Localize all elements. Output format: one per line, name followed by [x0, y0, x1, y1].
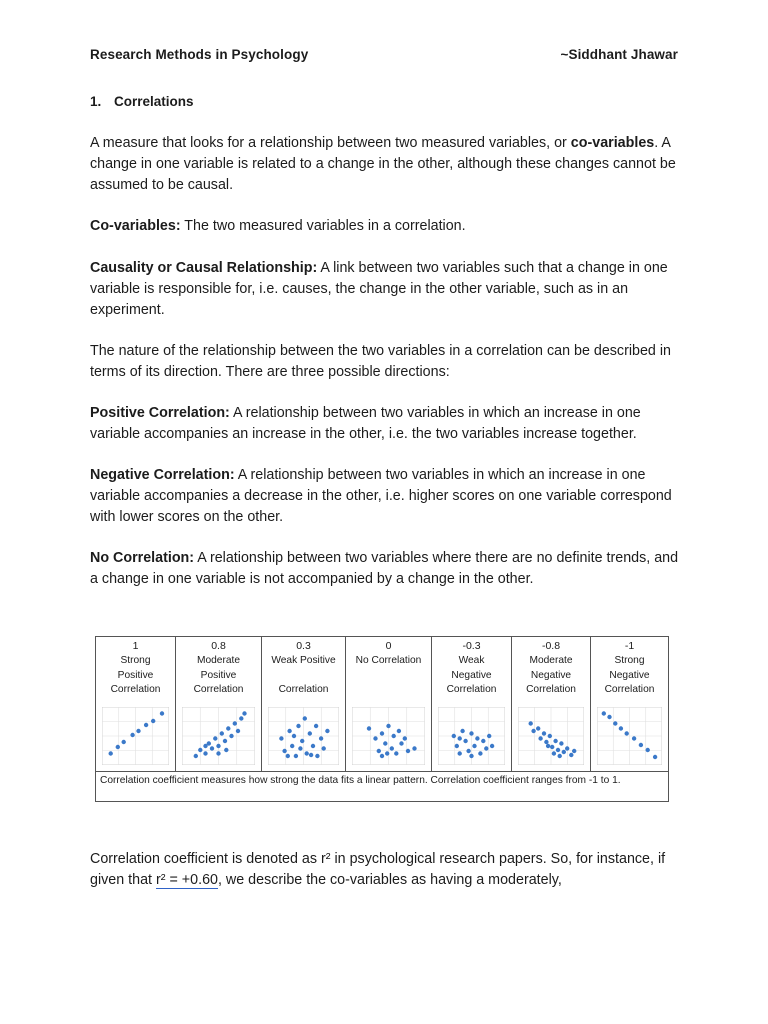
term-label: No Correlation: — [90, 550, 195, 566]
scatter-plot — [352, 707, 425, 765]
term-definition: A relationship between two variables in which an increase in one variable accompanies a decrease in the other, i.e. higher scores on one variable correspond with lower scores on the other. — [90, 467, 672, 525]
section-title: Correlations — [114, 94, 194, 109]
term-label: Causality or Causal Relationship: — [90, 260, 318, 276]
scatter-point — [538, 736, 542, 740]
scatter-point — [553, 739, 557, 743]
scatter-point — [625, 731, 629, 735]
scatter-point — [319, 736, 323, 740]
scatter-point — [452, 734, 456, 738]
scatter-point — [377, 749, 381, 753]
scatter-point — [385, 751, 389, 755]
scatter-plot — [182, 707, 255, 765]
scatter-point — [646, 748, 650, 752]
scatter-point — [380, 731, 384, 735]
scatter-point — [386, 724, 390, 728]
paragraph-co-variables — [90, 216, 680, 237]
scatter-point — [546, 744, 550, 748]
scatter-point — [203, 751, 207, 755]
section-number: 1. — [90, 94, 102, 109]
scatter-point — [367, 726, 371, 730]
scatter-point — [373, 736, 377, 740]
scatter-point — [216, 751, 220, 755]
scatter-point — [194, 754, 198, 758]
term-definition: The two measured variables in a correlation. — [180, 218, 466, 234]
coefficient-label: -0.8 — [541, 640, 561, 652]
scatter-point — [406, 749, 410, 753]
coefficient-expression: r² = +0.60 — [155, 871, 218, 888]
scatter-point — [469, 754, 473, 758]
panel-strong-negative — [591, 637, 668, 771]
scatter-point — [639, 743, 643, 747]
scatter-point — [552, 751, 556, 755]
scatter-point — [213, 736, 217, 740]
term-co-variables: co-variables — [570, 135, 655, 151]
term-definition: A relationship between two variables where there are no definite trends, and a change in one variable is not accompanied by a change in the other. — [90, 550, 679, 587]
term-label: Positive Correlation: — [90, 405, 230, 421]
panel-label: Moderate Negative Correlation — [526, 655, 576, 696]
scatter-point — [216, 744, 220, 748]
scatter-point — [116, 745, 120, 749]
panel-label: No Correlation — [355, 655, 422, 666]
scatter-point — [315, 754, 319, 758]
scatter-point — [383, 741, 387, 745]
scatter-point — [458, 751, 462, 755]
scatter-point — [298, 746, 302, 750]
scatter-point — [305, 751, 309, 755]
scatter-point — [544, 740, 548, 744]
scatter-point — [239, 716, 243, 720]
scatter-point — [653, 755, 657, 759]
scatter-plot — [597, 707, 662, 765]
scatter-point — [286, 754, 290, 758]
coefficient-label: 1 — [132, 640, 139, 652]
panel-label: Strong Negative Correlation — [604, 655, 655, 696]
text-run: . A change in one variable is related to a change in the other, although these changes cannot be assumed to be causal. — [90, 135, 676, 193]
scatter-point — [569, 753, 573, 757]
scatter-point — [109, 751, 113, 755]
scatter-point — [619, 726, 623, 730]
panel-label: Weak Negative Correlation — [446, 655, 497, 696]
scatter-point — [463, 739, 467, 743]
scatter-point — [529, 721, 533, 725]
text-run: , we describe the co-variables as having a moderately, — [217, 871, 562, 888]
scatter-point — [536, 726, 540, 730]
scatter-point — [136, 729, 140, 733]
scatter-point — [556, 748, 560, 752]
paragraph-definition — [90, 133, 680, 195]
scatter-point — [632, 736, 636, 740]
scatter-point — [550, 745, 554, 749]
scatter-point — [412, 746, 416, 750]
scatter-point — [210, 746, 214, 750]
scatter-point — [294, 754, 298, 758]
document-title: Research Methods in Psychology — [90, 47, 309, 62]
scatter-point — [308, 731, 312, 735]
scatter-point — [303, 716, 307, 720]
paragraph-directions: The nature of the relationship between the two variables in a correlation can be described in terms of its direction. There are three possible directions: — [90, 343, 671, 380]
scatter-point — [490, 744, 494, 748]
scatter-point — [458, 736, 462, 740]
term-label: Negative Correlation: — [90, 467, 235, 483]
paragraph-causality — [90, 258, 680, 320]
paragraph-negative-correlation — [90, 465, 680, 527]
scatter-point — [397, 729, 401, 733]
scatter-point — [460, 729, 464, 733]
scatter-point — [558, 754, 562, 758]
scatter-point — [224, 748, 228, 752]
scatter-point — [296, 724, 300, 728]
scatter-point — [469, 731, 473, 735]
scatter-plot — [102, 707, 169, 765]
scatter-point — [198, 748, 202, 752]
panel-moderate-positive — [176, 637, 262, 771]
paragraph-positive-correlation — [90, 403, 680, 445]
scatter-point — [325, 729, 329, 733]
scatter-plot — [438, 707, 505, 765]
scatter-point — [287, 729, 291, 733]
text-run: A measure that looks for a relationship between two measured variables, or — [90, 135, 571, 151]
scatter-point — [565, 746, 569, 750]
panel-label: Moderate Positive Correlation — [193, 655, 244, 696]
scatter-point — [151, 719, 155, 723]
scatter-point — [233, 721, 237, 725]
coefficient-label: -0.3 — [462, 640, 481, 652]
scatter-point — [279, 736, 283, 740]
paragraph-no-correlation — [90, 548, 680, 590]
scatter-point — [322, 746, 326, 750]
paragraph-coefficient — [90, 849, 680, 891]
scatter-point — [309, 753, 313, 757]
scatter-point — [226, 726, 230, 730]
scatter-point — [236, 729, 240, 733]
scatter-point — [203, 744, 207, 748]
scatter-point — [455, 744, 459, 748]
term-label: Co-variables: — [90, 218, 181, 234]
correlation-figure — [95, 636, 669, 802]
section-heading — [90, 94, 194, 109]
scatter-point — [392, 734, 396, 738]
scatter-plot — [268, 707, 339, 765]
scatter-point — [380, 754, 384, 758]
panel-strong-positive — [96, 637, 176, 771]
scatter-point — [282, 749, 286, 753]
scatter-point — [229, 734, 233, 738]
scatter-point — [220, 731, 224, 735]
scatter-point — [487, 734, 491, 738]
term-definition: A relationship between two variables in which an increase in one variable accompanies an increase in the other, i.e. the two variables increase together. — [90, 405, 641, 442]
coefficient-label: 0.8 — [211, 640, 226, 652]
scatter-point — [478, 751, 482, 755]
panel-label: Strong Positive Correlation — [110, 655, 161, 696]
scatter-point — [144, 723, 148, 727]
scatter-point — [403, 736, 407, 740]
scatter-point — [607, 715, 611, 719]
scatter-point — [602, 711, 606, 715]
scatter-point — [542, 731, 546, 735]
text-run: Correlation coefficient is denoted as r² in psychological research papers. So, for instance, if given that — [90, 851, 666, 888]
scatter-point — [122, 740, 126, 744]
scatter-point — [390, 746, 394, 750]
term-definition: A link between two variables such that a change in one variable is responsible for, i.e. causes, the change in the other variable, such as in an experiment. — [90, 260, 668, 318]
scatter-point — [572, 749, 576, 753]
coefficient-label: 0 — [385, 640, 392, 652]
scatter-point — [300, 739, 304, 743]
scatter-point — [613, 721, 617, 725]
scatter-point — [130, 733, 134, 737]
scatter-point — [562, 750, 566, 754]
scatter-point — [475, 736, 479, 740]
scatter-point — [548, 734, 552, 738]
document-author: ~Siddhant Jhawar — [560, 47, 678, 62]
scatter-point — [481, 739, 485, 743]
scatter-point — [314, 724, 318, 728]
scatter-point — [559, 741, 563, 745]
figure-caption: Correlation coefficient measures how strong the data fits a linear pattern. Correlation coefficient ranges from -1 to 1. — [96, 771, 668, 801]
scatter-point — [394, 751, 398, 755]
scatter-plot — [518, 707, 584, 765]
scatter-point — [290, 744, 294, 748]
panel-no-correlation — [346, 637, 432, 771]
panel-weak-negative — [432, 637, 512, 771]
panel-weak-positive — [262, 637, 346, 771]
coefficient-label: 0.3 — [296, 640, 311, 652]
scatter-point — [531, 729, 535, 733]
coefficient-label: -1 — [624, 640, 635, 652]
scatter-point — [223, 739, 227, 743]
scatter-point — [160, 711, 164, 715]
scatter-point — [311, 744, 315, 748]
panel-label: Weak Positive Correlation — [271, 655, 336, 696]
scatter-point — [292, 734, 296, 738]
scatter-point — [484, 746, 488, 750]
panel-moderate-negative — [512, 637, 591, 771]
scatter-point — [399, 741, 403, 745]
scatter-point — [466, 749, 470, 753]
scatter-point — [242, 711, 246, 715]
scatter-point — [472, 744, 476, 748]
